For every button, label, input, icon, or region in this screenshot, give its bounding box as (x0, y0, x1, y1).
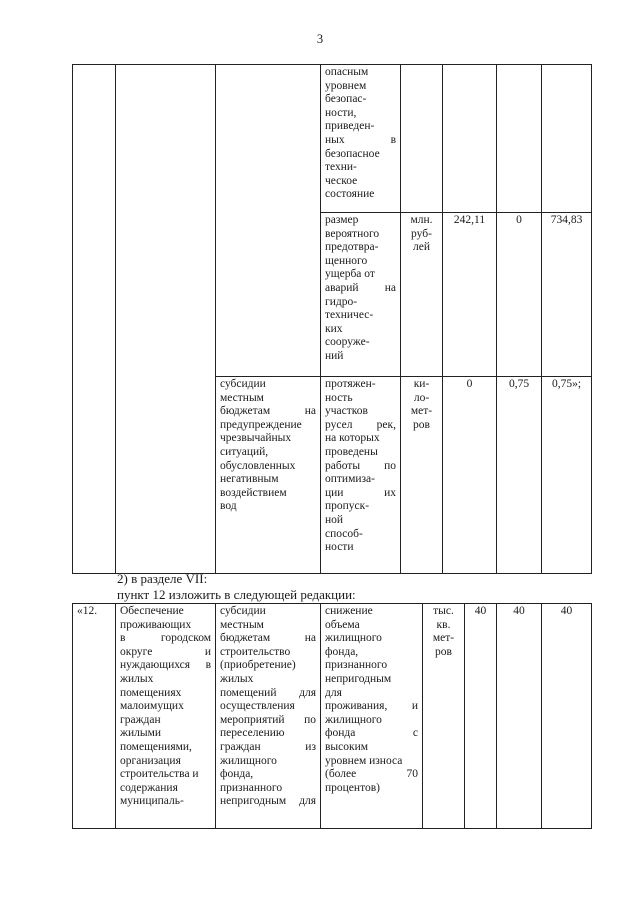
text-line: ких (325, 322, 343, 335)
text-line: приведен- (325, 120, 375, 133)
text-line: непригодным для (220, 795, 316, 808)
item-number-cell: «12. (73, 604, 116, 829)
text-line: граждан из (220, 740, 316, 753)
indicator-cell (321, 213, 401, 377)
text-line: Обеспечение (120, 605, 184, 617)
text-line: жилищного (220, 754, 277, 767)
text-line: ческое (325, 174, 358, 187)
indicator-cell (321, 604, 423, 829)
text-line: ности (325, 541, 354, 554)
text-line: ность (325, 391, 353, 404)
text-line: помещениях (120, 686, 182, 699)
text-line: проживающих (120, 618, 192, 631)
task-text (120, 605, 211, 809)
text-line: объема (325, 618, 360, 631)
text-line: работы по (325, 459, 396, 472)
text-line: ров (413, 418, 430, 431)
text-line: осуществления (220, 700, 295, 713)
text-line: жилых (220, 672, 254, 685)
text-line: признанного (220, 781, 283, 794)
text-line: мероприятий по (220, 713, 316, 726)
text-line: жилищного (325, 713, 382, 726)
text-line: тыс. (433, 605, 454, 617)
text-line: безопас- (325, 93, 367, 106)
page-number: 3 (316, 32, 324, 46)
value-cell: 40 (497, 604, 542, 829)
text-line: субсидии (220, 605, 266, 617)
text-line: местным (220, 618, 264, 631)
text-line: воздействием (220, 486, 287, 499)
indicator-text (325, 605, 418, 795)
text-line: жилых (120, 672, 154, 685)
value-cell: 0,75»; (542, 377, 592, 574)
empty-cell-num (73, 65, 116, 574)
unit-cell (401, 213, 443, 377)
text-line: ний (325, 349, 344, 362)
text-line: субсидии (220, 378, 266, 390)
text-line: предотвра- (325, 241, 379, 254)
text-line: состояние (325, 188, 375, 201)
text-line: процентов) (325, 781, 380, 794)
text-line: переселению (220, 727, 285, 740)
text-line: ности, (325, 106, 357, 119)
value-cell (443, 65, 497, 213)
text-line: жилищного (325, 632, 382, 645)
text-line: признанного (325, 659, 388, 672)
text-line: предупреждение (220, 418, 302, 431)
text-line: проживания, и (325, 700, 418, 713)
text-line: ситуаций, (220, 445, 269, 458)
text-line: ров (435, 645, 452, 658)
text-line: малоимущих (120, 700, 184, 713)
empty-cell-measure (216, 65, 321, 377)
text-line: руб- (411, 227, 432, 240)
text-line: мет- (410, 405, 433, 418)
text-line: вероятного (325, 227, 380, 240)
text-line: фонда, (220, 768, 254, 781)
text-line: оптимиза- (325, 473, 375, 486)
section-amendment-line: 2) в разделе VII: (117, 571, 208, 586)
text-line: в городском (120, 632, 211, 645)
text-line: щенного (325, 254, 368, 267)
value-cell: 0 (497, 213, 542, 377)
text-line: русел рек, (325, 418, 396, 431)
text-line: протяжен- (325, 378, 376, 390)
text-line: (приобретение) (220, 659, 296, 672)
text-line: уровнем (325, 79, 367, 92)
text-line: способ- (325, 527, 363, 540)
unit-text (405, 214, 438, 255)
text-line: ных в (325, 133, 396, 146)
measure-text (220, 378, 316, 514)
text-line: лей (413, 241, 430, 254)
text-line: бюджетам на (220, 405, 316, 418)
scan-artifact (300, 835, 340, 855)
unit-text (405, 378, 438, 432)
text-line: проведены (325, 445, 378, 458)
text-line: нуждающихся в (120, 659, 211, 672)
text-line: размер (325, 214, 359, 226)
text-line: округе и (120, 645, 211, 658)
measure-text (220, 605, 316, 809)
text-line: местным (220, 391, 264, 404)
text-line: опасным (325, 66, 369, 78)
paragraph-amendment-line: пункт 12 изложить в следующей редакции: (117, 587, 356, 602)
text-line: организация (120, 754, 181, 767)
text-line: бюджетам на (220, 632, 316, 645)
unit-cell (423, 604, 465, 829)
text-line: высоким (325, 740, 369, 753)
task-cell (116, 604, 216, 829)
value-cell: 242,11 (443, 213, 497, 377)
text-line: пропуск- (325, 500, 370, 513)
text-line: сооруже- (325, 336, 370, 349)
unit-text (427, 605, 460, 659)
unit-cell (401, 377, 443, 574)
value-cell: 0 (443, 377, 497, 574)
text-line: ной (325, 513, 344, 526)
text-line: негативным (220, 473, 279, 486)
text-line: ции их (325, 486, 396, 499)
indicator-text (325, 214, 396, 364)
measure-cell (216, 377, 321, 574)
text-line: чрезвычайных (220, 432, 292, 445)
text-line: участков (325, 405, 368, 418)
text-line: обусловленных (220, 459, 296, 472)
indicator-text (325, 378, 396, 555)
value-cell: 40 (542, 604, 592, 829)
text-line: фонда, (325, 645, 359, 658)
text-line: ло- (413, 391, 430, 404)
text-line: безопасное (325, 147, 380, 160)
value-cell (542, 65, 592, 213)
text-line: техни- (325, 161, 357, 174)
text-line: помещениями, (120, 740, 192, 753)
text-line: непригодным (325, 672, 392, 685)
text-line: уровнем износа (325, 754, 403, 767)
indicator-text (325, 66, 396, 202)
text-line: мет- (432, 632, 455, 645)
text-line: снижение (325, 605, 373, 617)
indicators-table-item-12 (72, 603, 592, 829)
unit-cell (401, 65, 443, 213)
indicators-table-continued (72, 64, 592, 574)
text-line: на которых (325, 432, 380, 445)
measure-cell (216, 604, 321, 829)
text-line: ки- (413, 378, 430, 390)
empty-cell-task (116, 65, 216, 574)
text-line: муниципаль- (120, 795, 184, 808)
text-line: гидро- (325, 295, 358, 308)
text-line: кв. (436, 618, 451, 631)
text-line: млн. (410, 214, 433, 226)
value-cell: 734,83 (542, 213, 592, 377)
text-line: вод (220, 500, 237, 513)
text-line: аварий на (325, 281, 396, 294)
text-line: для (325, 686, 342, 699)
indicator-cell (321, 377, 401, 574)
text-line: граждан (120, 713, 161, 726)
value-cell: 40 (465, 604, 497, 829)
text-line: (более 70 (325, 768, 418, 781)
text-line: фонда с (325, 727, 418, 740)
indicator-cell (321, 65, 401, 213)
text-line: содержания (120, 781, 178, 794)
text-line: жилыми (120, 727, 161, 740)
value-cell: 0,75 (497, 377, 542, 574)
text-line: техничес- (325, 309, 374, 322)
text-line: ущерба от (325, 268, 375, 281)
value-cell (497, 65, 542, 213)
text-line: строительство (220, 645, 291, 658)
text-line: строительства и (120, 768, 199, 781)
text-line: помещений для (220, 686, 316, 699)
